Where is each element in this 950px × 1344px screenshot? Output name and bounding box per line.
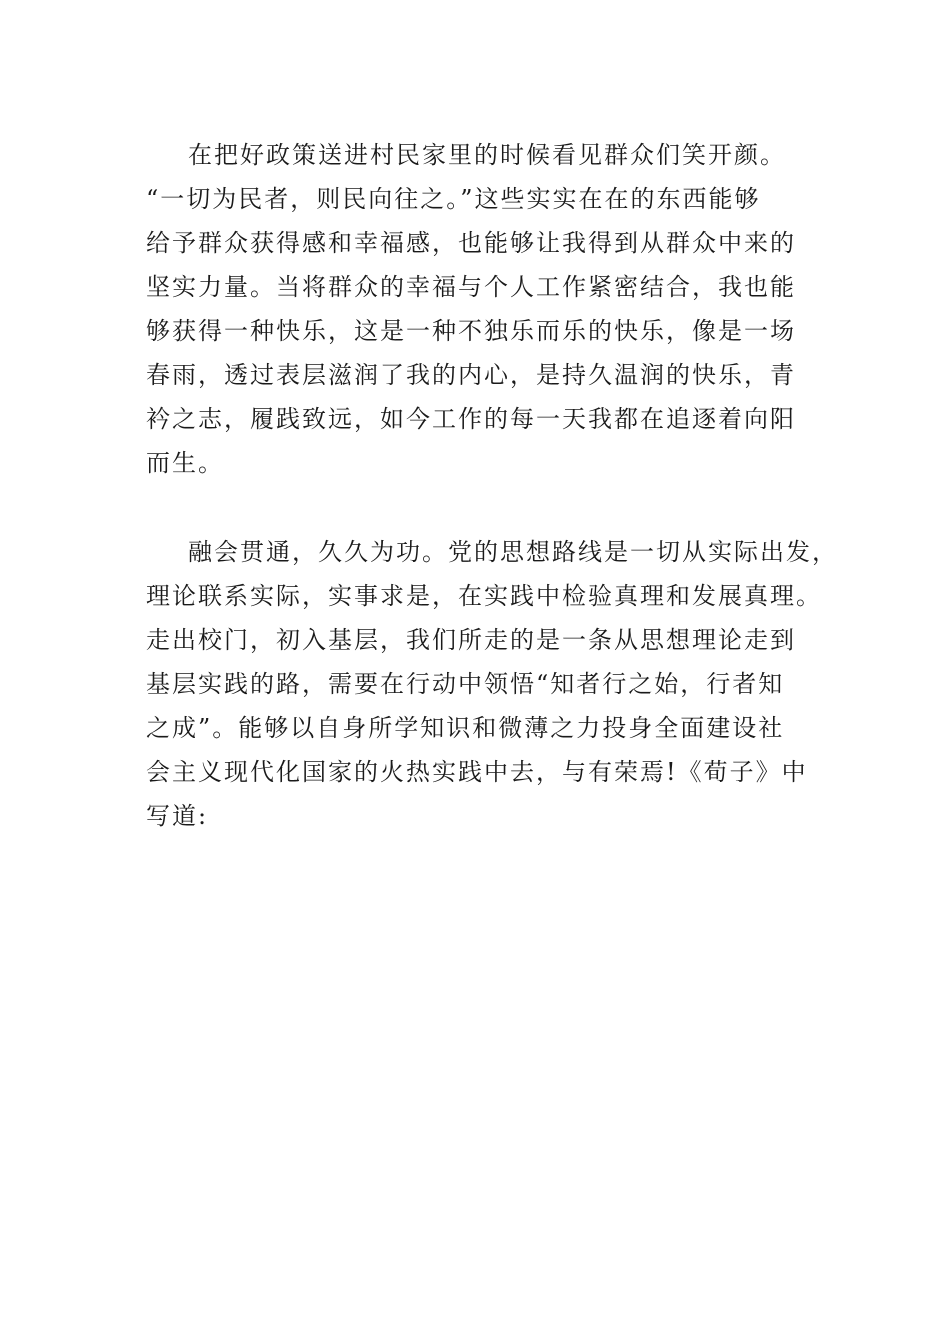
paragraph-line: 基层实践的路，需要在行动中领悟“知者行之始，行者知	[146, 670, 785, 698]
paragraph-line: 之成”。能够以自身所学知识和微薄之力投身全面建设社	[146, 714, 785, 742]
paragraph-line: 在把好政策送进村民家里的时候看见群众们笑开颜。	[188, 141, 786, 169]
paragraph-line: 坚实力量。当将群众的幸福与个人工作紧密结合，我也能	[146, 273, 796, 301]
paragraph-line: 写道:	[146, 802, 209, 830]
paragraph-line: 够获得一种快乐，这是一种不独乐而乐的快乐，像是一场	[146, 317, 796, 345]
paragraph-line: 春雨，透过表层滋润了我的内心，是持久温润的快乐，青	[146, 361, 796, 389]
paragraph-line: 而生。	[146, 449, 224, 477]
paragraph-line: 给予群众获得感和幸福感，也能够让我得到从群众中来的	[146, 229, 796, 257]
paragraph-line: 会主义现代化国家的火热实践中去，与有荣焉!《荀子》中	[146, 758, 808, 786]
paragraph-2	[146, 530, 846, 838]
paragraph-line: “一切为民者，则民向往之。”这些实实在在的东西能够	[146, 185, 761, 213]
paragraph-line: 衿之志，履践致远，如今工作的每一天我都在追逐着向阳	[146, 405, 796, 433]
paragraph-line: 理论联系实际，实事求是，在实践中检验真理和发展真理。	[146, 582, 822, 610]
paragraph-1	[146, 133, 846, 485]
paragraph-line: 走出校门，初入基层，我们所走的是一条从思想理论走到	[146, 626, 796, 654]
paragraph-line: 融会贯通，久久为功。党的思想路线是一切从实际出发，	[188, 538, 838, 566]
